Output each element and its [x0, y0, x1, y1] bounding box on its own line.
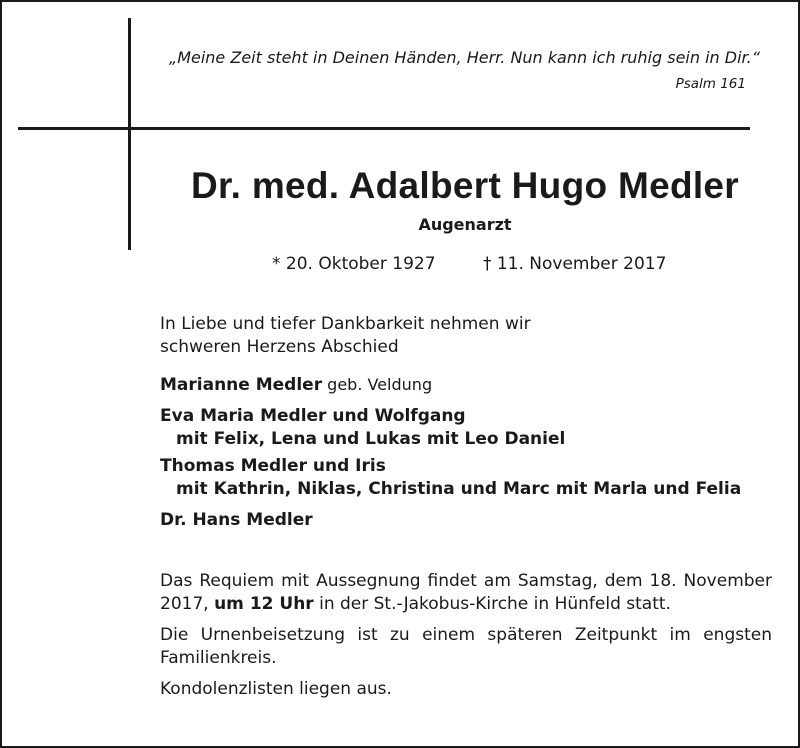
requiem-time: um 12 Uhr — [214, 594, 314, 614]
urn-line-1: Die Urnenbeisetzung ist zu einem späteren Zeitpunkt im engsten — [160, 625, 772, 645]
quote-source: Psalm 161 — [675, 76, 746, 92]
cross-vertical-bar — [128, 18, 131, 250]
intro-line-1: In Liebe und tiefer Dankbarkeit nehmen wir — [160, 314, 531, 334]
service-notes — [160, 570, 772, 709]
requiem-location: in der St.-Jakobus-Kirche in Hünfeld statt. — [313, 594, 671, 614]
urn-line-2: Familienkreis. — [160, 648, 277, 668]
mourners-list — [160, 373, 741, 540]
death-date: † 11. November 2017 — [482, 254, 667, 274]
mourner-spouse — [160, 373, 741, 397]
child-2-family: mit Kathrin, Niklas, Christina und Marc mit Marla und Felia — [176, 479, 742, 499]
bible-quote: „Meine Zeit steht in Deinen Händen, Herr. Nun kann ich ruhig sein in Dir.“ — [168, 48, 760, 67]
mourner-other — [160, 509, 741, 532]
urn-info — [160, 624, 772, 670]
deceased-name: Dr. med. Adalbert Hugo Medler — [190, 165, 740, 206]
birth-date: * 20. Oktober 1927 — [272, 254, 436, 274]
cross-horizontal-bar — [18, 127, 750, 130]
child-2-name: Thomas Medler und Iris — [160, 456, 386, 476]
mourner-child-1 — [160, 405, 741, 451]
child-1-family: mit Felix, Lena und Lukas mit Leo Daniel — [176, 429, 566, 449]
requiem-info — [160, 570, 772, 616]
spouse-maiden-name: geb. Veldung — [322, 375, 433, 394]
spouse-name: Marianne Medler — [160, 375, 323, 395]
other-name: Dr. Hans Medler — [160, 510, 313, 530]
deceased-occupation: Augenarzt — [418, 215, 512, 234]
intro-text — [160, 313, 531, 359]
mourner-child-2 — [160, 455, 741, 501]
condolence-info: Kondolenzlisten liegen aus. — [160, 679, 392, 699]
intro-line-2: schweren Herzens Abschied — [160, 337, 399, 357]
child-1-name: Eva Maria Medler und Wolfgang — [160, 406, 466, 426]
requiem-line-1: Das Requiem mit Aussegnung findet am Samstag, dem 18. November — [160, 571, 772, 591]
requiem-year: 2017, — [160, 594, 215, 614]
life-dates — [272, 254, 666, 274]
